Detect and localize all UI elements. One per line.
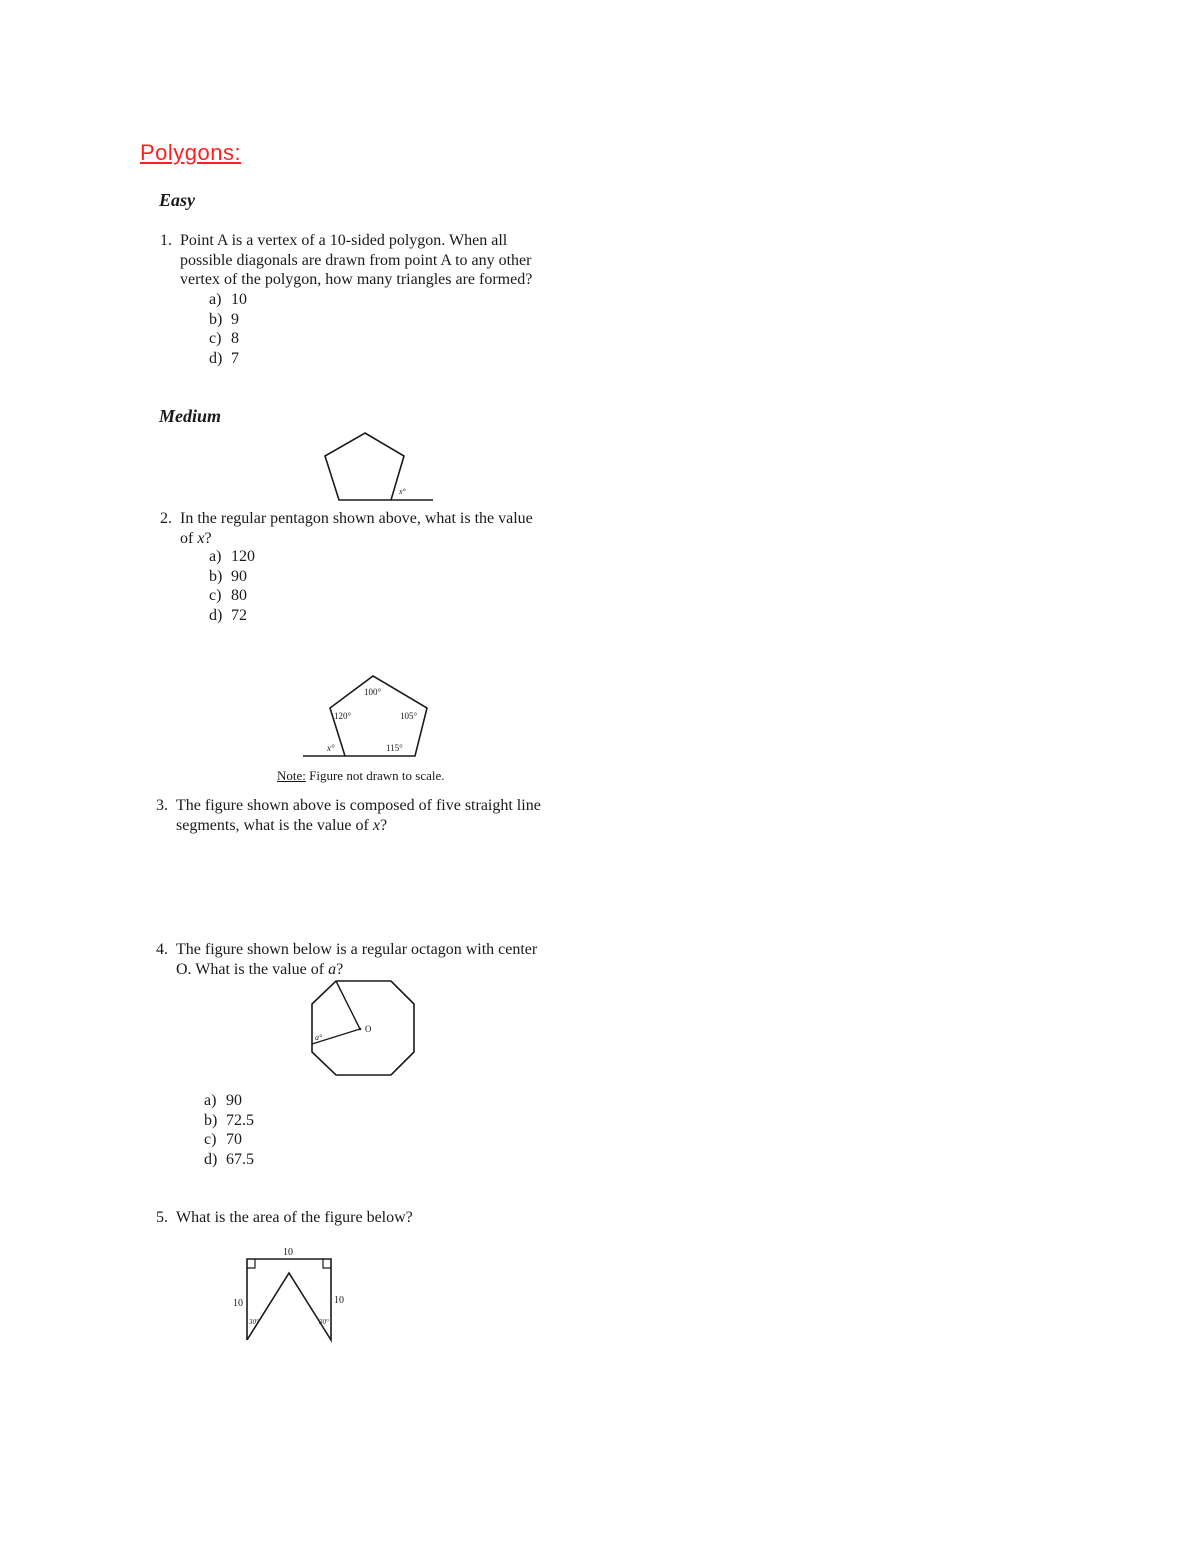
right-angle-mark bbox=[247, 1259, 255, 1268]
right-angle-mark bbox=[323, 1259, 331, 1268]
question-3 bbox=[156, 796, 626, 835]
answer-option: b) 72.5 bbox=[204, 1111, 254, 1129]
angle-label-left: 30° bbox=[249, 1318, 259, 1326]
question-number: 4. bbox=[156, 941, 168, 958]
question-text-line: O. What is the value of a? bbox=[176, 960, 344, 978]
answer-option: c) 70 bbox=[204, 1131, 242, 1148]
question-5 bbox=[156, 1208, 626, 1228]
answer-options bbox=[209, 290, 247, 368]
answer-option: d) 7 bbox=[209, 349, 239, 367]
radius-line bbox=[336, 981, 360, 1029]
answer-options bbox=[204, 1091, 254, 1169]
question-text-line: segments, what is the value of x? bbox=[176, 816, 388, 834]
question-text-line: possible diagonals are drawn from point A to any other bbox=[180, 251, 532, 269]
question-number: 1. bbox=[160, 232, 172, 249]
answer-options bbox=[209, 547, 255, 625]
pentagon-shape bbox=[325, 433, 404, 500]
area-figure bbox=[228, 1243, 348, 1343]
angle-label-bottom-right: 115° bbox=[386, 743, 403, 753]
section-heading-easy: Easy bbox=[159, 190, 195, 210]
octagon-figure bbox=[306, 978, 420, 1078]
page-title: Polygons: bbox=[140, 140, 242, 165]
area-shape bbox=[247, 1259, 331, 1340]
answer-option: d) 72 bbox=[209, 606, 247, 624]
question-1 bbox=[160, 231, 620, 290]
side-label-left: 10 bbox=[233, 1298, 243, 1309]
question-text-line: What is the area of the figure below? bbox=[176, 1209, 413, 1226]
answer-option: a) 120 bbox=[209, 548, 255, 565]
angle-label-right: 30° bbox=[319, 1318, 329, 1326]
answer-option: c) 80 bbox=[209, 587, 247, 604]
center-label: O bbox=[365, 1024, 372, 1034]
angle-label-left: 120° bbox=[334, 711, 352, 721]
question-text-line: The figure shown below is a regular octagon with center bbox=[176, 941, 538, 958]
question-4 bbox=[156, 940, 626, 979]
question-text-line: In the regular pentagon shown above, what is the value bbox=[180, 510, 533, 527]
question-2 bbox=[160, 509, 620, 548]
question-number: 2. bbox=[160, 510, 172, 527]
answer-option: b) 9 bbox=[209, 310, 239, 328]
angle-label-top: 100° bbox=[364, 687, 382, 697]
angle-label-x: x° bbox=[327, 743, 335, 753]
answer-option: d) 67.5 bbox=[204, 1150, 254, 1168]
angle-label: a° bbox=[315, 1033, 323, 1042]
answer-option: a) 10 bbox=[209, 291, 247, 308]
question-text-line: of x? bbox=[180, 529, 212, 547]
question-text-line: vertex of the polygon, how many triangles are formed? bbox=[180, 271, 533, 288]
question-number: 3. bbox=[156, 797, 168, 814]
center-point bbox=[359, 1028, 362, 1031]
angle-label-right: 105° bbox=[400, 711, 418, 721]
side-label-right: 10 bbox=[334, 1295, 344, 1306]
side-label-top: 10 bbox=[283, 1247, 293, 1258]
answer-option: a) 90 bbox=[204, 1092, 242, 1109]
irregular-pentagon-figure bbox=[300, 670, 435, 762]
question-number: 5. bbox=[156, 1209, 168, 1226]
question-text-line: The figure shown above is composed of five straight line bbox=[176, 797, 541, 814]
section-heading-medium: Medium bbox=[159, 406, 222, 426]
angle-label: x° bbox=[399, 487, 406, 496]
octagon-shape bbox=[312, 981, 414, 1075]
pentagon-figure bbox=[315, 428, 440, 506]
figure-note: Note: Figure not drawn to scale. bbox=[277, 768, 445, 783]
answer-option: c) 8 bbox=[209, 330, 239, 347]
answer-option: b) 90 bbox=[209, 567, 247, 585]
question-text-line: Point A is a vertex of a 10-sided polygon. When all bbox=[180, 232, 508, 249]
